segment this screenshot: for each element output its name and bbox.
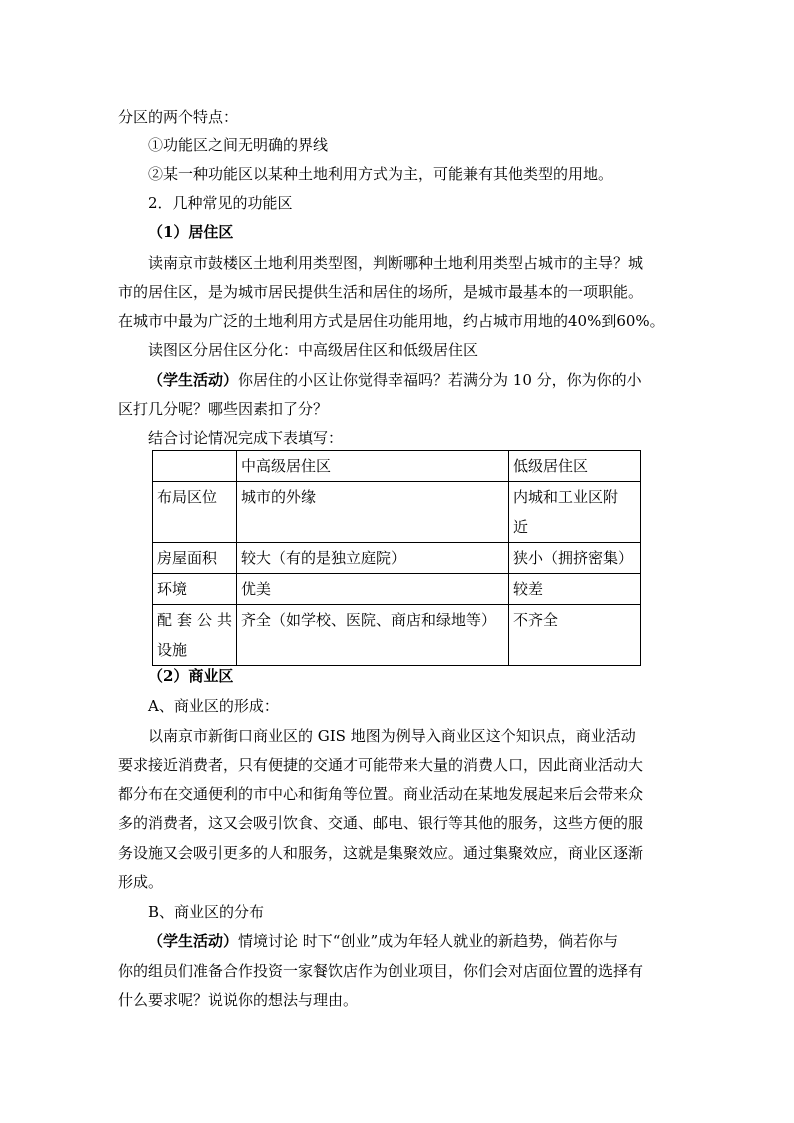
activity-text: 情境讨论 时下“创业”成为年轻人就业的新趋势，倘若你与	[238, 932, 619, 950]
text-line: 务设施又会吸引更多的人和服务，这就是集聚效应。通过集聚效应，商业区逐渐	[118, 844, 644, 862]
text-line: 在城市中最为广泛的土地利用方式是居住功能用地，约占城市用地的40%到60%。	[118, 312, 665, 330]
table-header-cell: 低级居住区	[509, 451, 641, 482]
table-caption: 结合讨论情况完成下表填写：	[148, 429, 344, 447]
subsection-heading: （2）商业区	[148, 667, 234, 685]
text-line: 区打几分呢？哪些因素扣了分？	[118, 400, 329, 418]
text-line: 读图区分居住区分化：中高级居住区和低级居住区	[148, 341, 479, 359]
text-line: 多的消费者，这又会吸引饮食、交通、邮电、银行等其他的服务，这些方便的服	[118, 814, 644, 832]
text-line	[148, 931, 618, 951]
section-heading: 2．几种常见的功能区	[148, 194, 293, 212]
table-cell: 齐全（如学校、医院、商店和绿地等）	[237, 605, 509, 666]
table-row	[153, 605, 641, 666]
cell-line: 内城和工业区附	[513, 488, 619, 506]
row-label	[153, 605, 237, 666]
activity-label: （学生活动）	[148, 371, 239, 389]
text-line: 你的组员们准备合作投资一家餐饮店作为创业项目，你们会对店面位置的选择有	[118, 962, 644, 980]
table-header-cell: 中高级居住区	[237, 451, 509, 482]
cell-line: 配套公共	[157, 611, 232, 629]
text-line	[148, 370, 642, 390]
cell-line: 设施	[157, 641, 188, 659]
table-header-cell	[153, 451, 237, 482]
row-label: 布局区位	[153, 482, 237, 543]
text-line: A、商业区的形成：	[148, 697, 279, 715]
text-line: 都分布在交通便利的市中心和街角等位置。商业活动在某地发展起来后会带来众	[118, 785, 644, 803]
table-cell: 不齐全	[509, 605, 641, 666]
table-cell: 较差	[509, 574, 641, 605]
residential-comparison-table	[152, 450, 641, 666]
text-line: 市的居住区，是为城市居民提供生活和居住的场所，是城市最基本的一项职能。	[118, 283, 644, 301]
text-line: 形成。	[118, 873, 164, 891]
table-row	[153, 574, 641, 605]
table-cell: 狭小（拥挤密集）	[509, 543, 641, 574]
text-line: 要求接近消费者，只有便捷的交通才可能带来大量的消费人口，因此商业活动大	[118, 756, 644, 774]
text-line: ①功能区之间无明确的界线	[148, 136, 329, 154]
table-header-row	[153, 451, 641, 482]
table-row	[153, 482, 641, 543]
text-line: 以南京市新街口商业区的 GIS 地图为例导入商业区这个知识点，商业活动	[148, 727, 636, 745]
table-cell: 城市的外缘	[237, 482, 509, 543]
row-label: 环境	[153, 574, 237, 605]
table-cell	[509, 482, 641, 543]
text-line: B、商业区的分布	[148, 903, 265, 921]
text-line: 什么要求呢？说说你的想法与理由。	[118, 991, 359, 1009]
activity-label: （学生活动）	[148, 932, 239, 950]
text-line: 分区的两个特点：	[118, 108, 239, 126]
table-cell: 较大（有的是独立庭院）	[237, 543, 509, 574]
text-line: 读南京市鼓楼区土地利用类型图，判断哪种土地利用类型占城市的主导？城	[148, 254, 644, 272]
activity-text: 你居住的小区让你觉得幸福吗？若满分为 10 分，你为你的小	[238, 371, 642, 389]
table-cell: 优美	[237, 574, 509, 605]
subsection-heading: （1）居住区	[148, 223, 234, 241]
text-line: ②某一种功能区以某种土地利用方式为主，可能兼有其他类型的用地。	[148, 165, 614, 183]
table-row	[153, 543, 641, 574]
cell-line: 近	[513, 518, 529, 536]
row-label: 房屋面积	[153, 543, 237, 574]
